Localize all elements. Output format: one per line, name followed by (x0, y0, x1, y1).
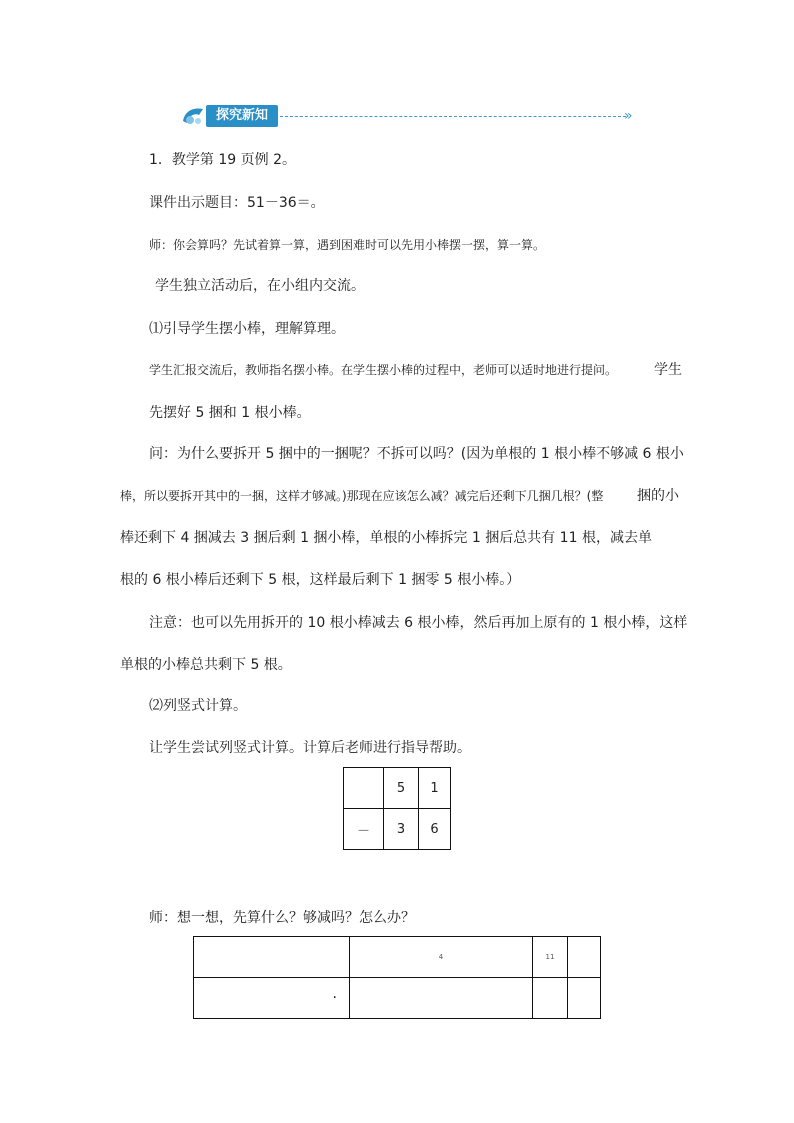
table-cell (344, 768, 384, 809)
paragraph-group-discussion: 学生独立活动后，在小组内交流。 (155, 278, 365, 294)
paragraph-example-heading: 1．教学第 19 页例 2。 (149, 152, 296, 168)
paragraph-line-10: 棒还剩下 4 捆减去 3 捆后剩 1 捆小棒，单根的小棒拆完 1 捆后总共有 11 根，减去单 (120, 530, 652, 546)
paragraph-teacher-prompt: 师：你会算吗？先试着算一算，遇到困难时可以先用小棒摆一摆，算一算。 (149, 238, 546, 252)
table-cell: 4 (350, 937, 533, 978)
section-header-dashed-line (280, 116, 626, 117)
table-cell: － (344, 809, 384, 850)
section-header-badge: 探究新知 (206, 105, 278, 127)
table-cell: · (194, 978, 350, 1019)
table-cell: 3 (384, 809, 419, 850)
paragraph-line-15: 让学生尝试列竖式计算。计算后老师进行指导帮助。 (149, 740, 471, 756)
paragraph-line-9a: 棒，所以要拆开其中的一捆，这样才够减。)那现在应该怎么减？减完后还剩下几捆几根？(整 (120, 489, 604, 503)
paragraph-line-9b: 捆的小 (637, 488, 679, 504)
vertical-subtraction-table (343, 767, 451, 850)
table-cell (194, 937, 350, 978)
paragraph-problem: 课件出示题目：51－36＝。 (149, 195, 325, 211)
double-chevron-right-icon: » (624, 108, 630, 124)
table-cell: 5 (384, 768, 419, 809)
paragraph-teacher-question: 师：想一想，先算什么？够减吗？怎么办？ (149, 910, 415, 926)
paragraph-line-7: 先摆好 5 捆和 1 根小棒。 (149, 405, 311, 421)
table-cell (533, 978, 568, 1019)
paragraph-line-13: 单根的小棒总共剩下 5 根。 (120, 657, 292, 673)
borrowing-table (193, 936, 601, 1019)
paragraph-line-8: 问：为什么要拆开 5 捆中的一捆呢？不拆可以吗？(因为单根的 1 根小棒不够减 6 根小 (149, 446, 684, 462)
paragraph-line-11: 根的 6 根小棒后还剩下 5 根，这样最后剩下 1 捆零 5 根小棒。） (120, 572, 521, 588)
paragraph-note: 注意：也可以先用拆开的 10 根小棒减去 6 根小棒，然后再加上原有的 1 根小棒，这样 (149, 615, 688, 631)
table-cell (568, 978, 601, 1019)
section-header-icon (181, 103, 207, 127)
paragraph-step1-title: ⑴引导学生摆小棒，理解算理。 (149, 321, 345, 337)
paragraph-line-6a: 学生汇报交流后，教师指名摆小棒。在学生摆小棒的过程中，老师可以适时地进行提问。 (149, 363, 618, 377)
paragraph-step2-title: ⑵列竖式计算。 (149, 698, 247, 714)
table-cell (350, 978, 533, 1019)
table-cell: 1 (419, 768, 451, 809)
table-cell: 6 (419, 809, 451, 850)
table-cell (568, 937, 601, 978)
table-cell: 11 (533, 937, 568, 978)
paragraph-line-6b: 学生 (654, 362, 682, 378)
